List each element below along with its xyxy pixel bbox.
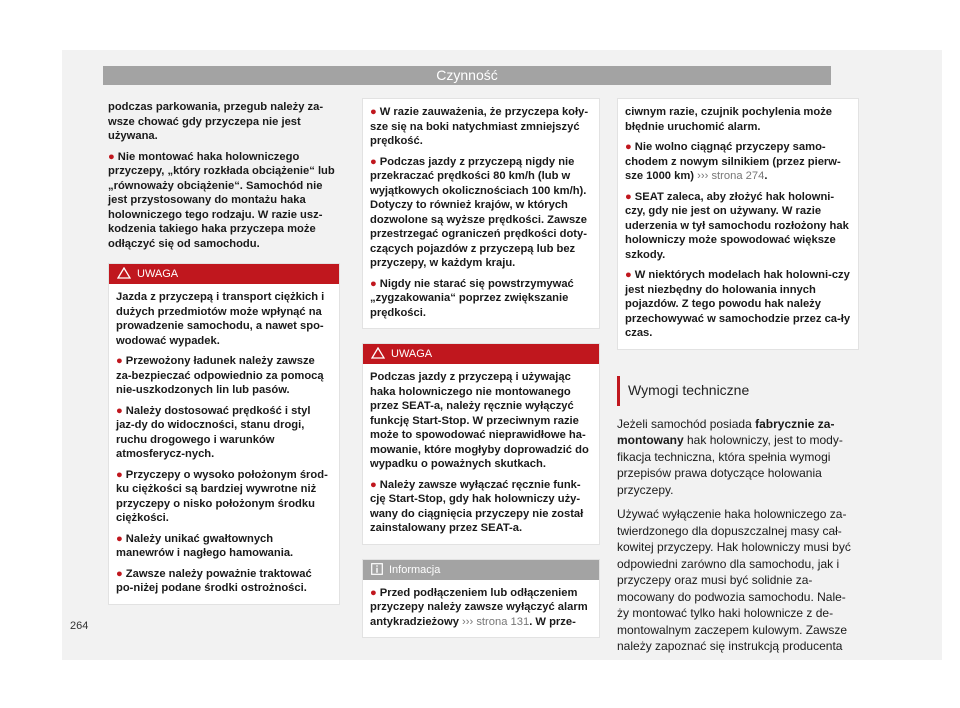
info-item: ● Przed podłączeniem lub odłączeniem przyczepy należy zawsze wyłączyć alarm antykradzieżowy ››› strona 131. W prze-	[370, 586, 588, 628]
page-link[interactable]: ››› strona 274	[697, 170, 765, 182]
warning-item: ● Należy dostosować prędkość i styl jaz-dy do widoczności, stanu drogi, ruchu drogowego i warunków atmosferycz-nych.	[116, 404, 311, 460]
info-header: Informacja	[363, 560, 599, 580]
info-box	[362, 559, 600, 639]
warning-item: ● W razie zauważenia, że przyczepa koły-sze się na boki natychmiast zmniejszyć prędkość.	[370, 106, 589, 147]
warning-intro: Podczas jazdy z przyczepą i używając haka holowniczego nie montowanego przez SEAT-a, należy ręcznie wyłączyć funkcję Start-Stop. W przeciwnym razie może to spowodować nieprawidłowe ha-mowanie, które mogłyby doprowadzić do wypadku o poważnych skutkach.	[370, 371, 589, 470]
section-heading	[617, 376, 857, 406]
info-icon	[371, 563, 383, 575]
left-column	[108, 100, 338, 605]
info-item: ● SEAT zaleca, aby złożyć hak holowni-czy, gdy nie jest on używany. W razie uderzenia w tył samochodu rozłożony hak holowniczy może spowodować większe szkody.	[625, 190, 849, 261]
left-bullet: ● Nie montować haka holowniczego przyczepy, „który rozkłada obciążenie“ lub „równoważy obciążenie“. Samochód nie jest przystosowany do montażu haka holowniczego tego rodzaju. W razie usz-kodzenia takiego haka przyczepa może odłączyć się od samochodu.	[108, 150, 335, 250]
left-intro: podczas parkowania, przegub należy za-wsze chować gdy przyczepa nie jest używana.	[108, 101, 324, 142]
paragraph: Jeżeli samochód posiada fabrycznie za-montowany hak holowniczy, jest to mody-fikacja techniczna, która spełnia wymogi przepisów prawa dotyczące holowania przyczepy.	[617, 416, 843, 497]
info-box-continued	[617, 98, 859, 350]
warning-body	[109, 284, 339, 604]
right-column	[617, 98, 857, 663]
warning-box-left	[108, 263, 340, 605]
section-marker	[617, 376, 620, 406]
header-title: Czynność	[436, 67, 498, 83]
warning-header: UWAGA	[363, 344, 599, 364]
page-header	[103, 66, 831, 85]
warning-item: ● Przewożony ładunek należy zawsze za-bezpieczać odpowiednio za pomocą nie-uszkodzonych lin lub pasów.	[116, 355, 324, 396]
warning-triangle-icon	[117, 267, 131, 279]
section-title: Wymogi techniczne	[628, 382, 750, 399]
info-intro: ciwnym razie, czujnik pochylenia może błędnie uruchomić alarm.	[625, 106, 833, 133]
bullet-icon: ●	[108, 150, 115, 163]
page-number: 264	[70, 620, 89, 632]
middle-column	[362, 98, 598, 638]
warning-box-middle	[362, 343, 600, 545]
page-link[interactable]: ››› strona 131	[462, 615, 530, 628]
warning-intro: Jazda z przyczepą i transport ciężkich i dużych przedmiotów może wpłynąć na prowadzenie samochodu, a nawet spo-wodować wypadek.	[116, 291, 325, 347]
section-body	[617, 416, 857, 655]
warning-item: ● Należy zawsze wyłączać ręcznie funk-cję Start-Stop, gdy hak holowniczy uży-wany do ciągnięcia przyczepy nie został zainstalowany przez SEAT-a.	[370, 478, 584, 534]
warning-item: ● Przyczepy o wysoko położonym środ-ku ciężkości są bardziej wywrotne niż przyczepy o nisko położonym środku ciężkości.	[116, 468, 328, 524]
warning-box-continued	[362, 98, 600, 329]
info-item: ● W niektórych modelach hak holowni-czy jest niezbędny do holowania innych pojazdów. Z tego powodu hak należy przechowywać w samochodzie przez ca-ły czas.	[625, 269, 851, 339]
warning-item: ● Nigdy nie starać się powstrzymywać „zygzakowania“ poprzez zwiększanie prędkości.	[370, 277, 574, 319]
warning-triangle-icon	[371, 347, 385, 359]
paragraph: Używać wyłączenie haka holowniczego za-twierdzonego dla dopuszczalnej masy cał-kowitej przyczepy. Hak holowniczy musi być odpowiedni zarówno dla samochodu, jak i przyczepy oraz musi być solidnie za-mocowany do podwozia samochodu. Nale-ży montować tylko haki holownicze z de-montowalnym zaczepem kulowym. Zawsze należy zapoznać się instrukcją producenta	[617, 507, 851, 653]
warning-item: ● Zawsze należy poważnie traktować po-niżej podane środki ostrożności.	[116, 567, 312, 594]
warning-item: ● Podczas jazdy z przyczepą nigdy nie przekraczać prędkości 80 km/h (lub w wyjątkowych okolicznościach 100 km/h). Dotyczy to również krajów, w których dozwolone są wyższe prędkości. Zawsze przestrzegać ograniczeń prędkości doty-czących pojazdów z przyczepą lub bez przyczepy, w każdym kraju.	[370, 155, 587, 269]
warning-item: ● Należy unikać gwałtownych manewrów i nagłego hamowania.	[116, 532, 294, 559]
warning-header: UWAGA	[109, 264, 339, 284]
info-item: ● Nie wolno ciągnąć przyczepy samo-chodem z nowym silnikiem (przez pierw-sze 1000 km) ››› strona 274.	[625, 141, 841, 182]
